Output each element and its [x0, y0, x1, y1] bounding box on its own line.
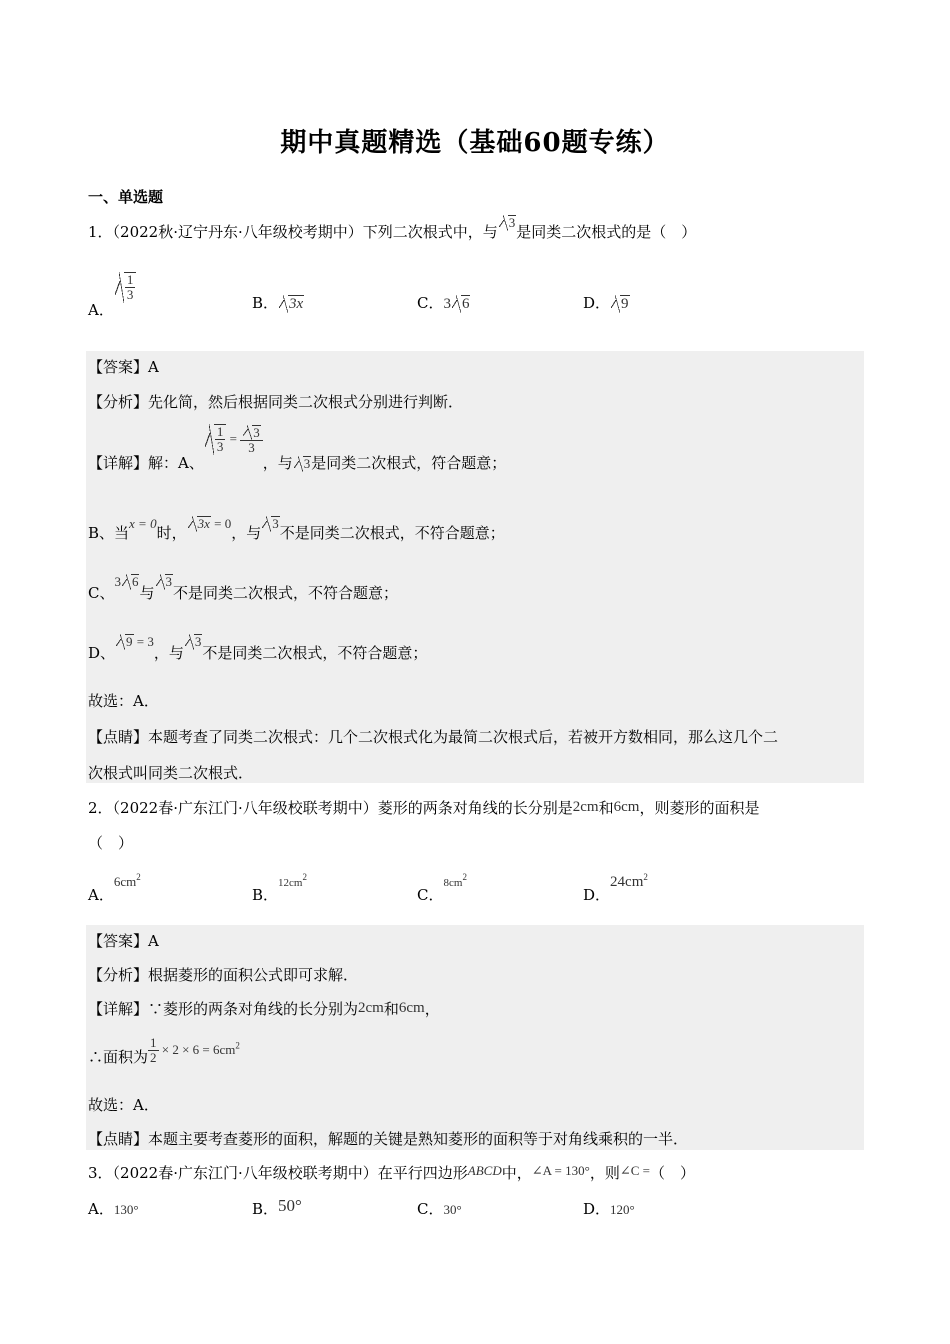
q2-analysis: 【分析】根据菱形的面积公式即可求解．	[88, 966, 359, 984]
q1-detail-d: D、9 = 3，与3不是同类二次根式，不符合题意；	[88, 634, 428, 662]
q1-stem-suffix: 是同类二次根式的是（ ）	[516, 223, 697, 241]
question-1-stem	[88, 215, 697, 242]
section-heading: 一、单选题	[88, 188, 164, 206]
q2-answer: 【答案】A	[88, 932, 159, 950]
q1-option-c[interactable]: C．3 6	[417, 294, 470, 312]
q1-sqrt3: 3	[498, 215, 517, 230]
q1-answer: 【答案】A	[88, 358, 159, 376]
q3-option-b[interactable]: B．50°	[252, 1196, 302, 1218]
q1-comment-line-2: 次根式叫同类二次根式．	[88, 764, 254, 782]
q1-option-d[interactable]: D． 9	[583, 294, 629, 312]
q1-detail-c: C、3 6与3不是同类二次根式，不符合题意；	[88, 574, 399, 602]
q1-option-a[interactable]: A． $\frac{1}{3}$	[88, 272, 136, 303]
q3-option-c[interactable]: C．30°	[417, 1200, 462, 1218]
q1-option-a-math: $\frac{1}{3}$	[114, 279, 137, 294]
q1-analysis: 【分析】先化简，然后根据同类二次根式分别进行判断．	[88, 393, 464, 411]
q2-option-b[interactable]: B．$12cm^2$	[252, 872, 307, 904]
q1-detail-a-math: $\frac{1}{3}$ = $\frac{3}{3}$	[204, 431, 263, 446]
q1-option-b-math: 3x	[278, 296, 304, 312]
q2-area: ∴面积为 $\frac{1}{2}$ × $2 \times 6 = 6cm^2$	[88, 1035, 240, 1066]
q1-solution-box	[86, 351, 864, 783]
page-title: 期中真题精选（基础60题专练）	[280, 128, 670, 158]
q1-comment-line-1: 【点睛】本题考查了同类二次根式：几个二次根式化为最简二次根式后，若被开方数相同，那么这几个二	[88, 728, 779, 746]
q3-option-a[interactable]: A．130°	[88, 1200, 139, 1218]
q2-option-d[interactable]: D．$24cm^2$	[583, 872, 648, 904]
question-3-stem: 3．（2022春·广东江门·八年级校联考期中）在平行四边形ABCD中，∠A = 130°，则∠C =（ ）	[88, 1163, 696, 1182]
q2-option-a[interactable]: A．$6cm^2$	[88, 872, 141, 904]
q1-conclusion: 故选：A．	[88, 692, 159, 710]
q3-option-d[interactable]: D．120°	[583, 1200, 635, 1218]
q2-option-c[interactable]: C．$8cm^2$	[417, 872, 467, 904]
q2-conclusion: 故选：A．	[88, 1096, 159, 1114]
question-2-stem: 2．（2022春·广东江门·八年级校联考期中）菱形的两条对角线的长分别是2cm和6cm，则菱形的面积是	[88, 799, 760, 817]
q1-stem-prefix: 1．（2022秋·辽宁丹东·八年级校考期中）下列二次根式中，与	[88, 223, 498, 241]
q1-detail-a: 【详解】解：A、 $\frac{1}{3}$ = $\frac{3}{3}$ ，与 3是同类二次根式，符合题意；	[88, 424, 507, 472]
q2-detail: 【详解】∵菱形的两条对角线的长分别为2cm和6cm，	[88, 1000, 440, 1018]
q1-detail-b: B、当x = 0时，3x = 0，与3不是同类二次根式，不符合题意；	[88, 516, 505, 542]
q1-option-b[interactable]: B． 3x	[252, 294, 304, 312]
q1-option-d-math: 9	[610, 296, 630, 312]
q2-comment: 【点睛】本题主要考查菱形的面积，解题的关键是熟知菱形的面积等于对角线乘积的一半．	[88, 1130, 689, 1148]
q1-option-c-math: 3 6	[443, 296, 470, 312]
q2-stem-paren: （ ）	[88, 834, 134, 852]
